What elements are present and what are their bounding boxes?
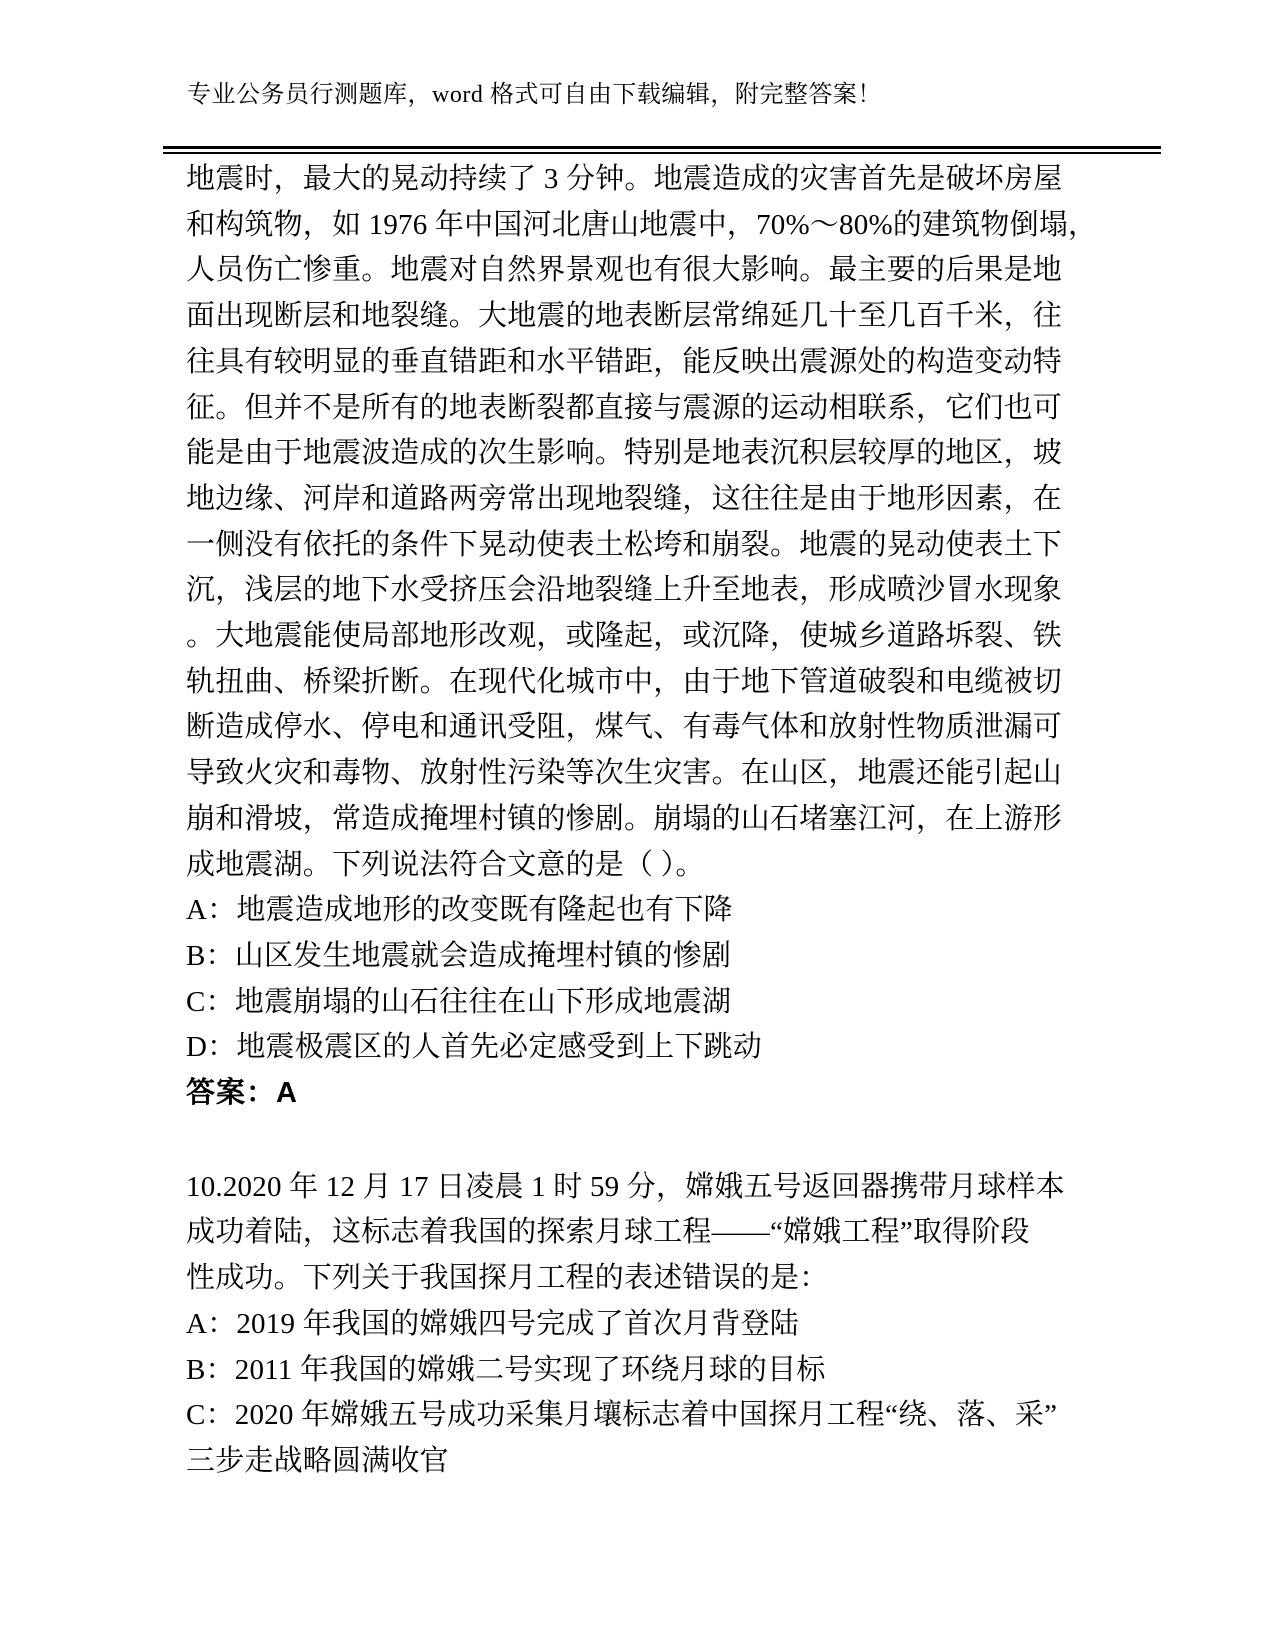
passage-line: 和构筑物，如 1976 年中国河北唐山地震中，70%～80%的建筑物倒塌， [186,208,1098,241]
passage-line: 成地震湖。下列说法符合文意的是（ ）。 [186,848,705,881]
passage-line: 一侧没有依托的条件下晃动使表土松垮和崩裂。地震的晃动使表土下 [186,528,1063,561]
option-line: C：地震崩塌的山石往往在山下形成地震湖 [186,985,732,1018]
document-body [186,157,1098,1485]
option-line: D：地震极震区的人首先必定感受到上下跳动 [186,1031,762,1064]
passage-line: 崩和滑坡，常造成掩埋村镇的惨剧。崩塌的山石堵塞江河，在上游形 [186,802,1063,835]
option-line: B：2011 年我国的嫦娥二号实现了环绕月球的目标 [186,1353,826,1386]
option-line: B：山区发生地震就会造成掩埋村镇的惨剧 [186,939,732,972]
passage-line: 断造成停水、停电和通讯受阻，煤气、有毒气体和放射性物质泄漏可 [186,711,1063,744]
stem-line: 性成功。下列关于我国探月工程的表述错误的是： [186,1262,829,1295]
option-line: 三步走战略圆满收官 [186,1444,449,1477]
question9-passage [186,157,1098,888]
question10-options [186,1302,1066,1485]
passage-line: 人员伤亡惨重。地震对自然界景观也有很大影响。最主要的后果是地 [186,254,1063,287]
question9-answer: 答案：A [186,1077,298,1110]
stem-line: 10.2020 年 12 月 17 日凌晨 1 时 59 分，嫦娥五号返回器携带月球样本 [186,1170,1065,1203]
question9-options [186,888,1066,1071]
question10 [186,1165,1066,1485]
passage-line: 沉，浅层的地下水受挤压会沿地裂缝上升至地表，形成喷沙冒水现象 [186,574,1063,607]
passage-line: 导致火灾和毒物、放射性污染等次生灾害。在山区，地震还能引起山 [186,757,1063,790]
passage-line: 征。但并不是所有的地表断裂都直接与震源的运动相联系，它们也可 [186,391,1063,424]
passage-line: 面出现断层和地裂缝。大地震的地表断层常绵延几十至几百千米，往 [186,300,1063,333]
option-line: C：2020 年嫦娥五号成功采集月壤标志着中国探月工程“绕、落、采” [186,1399,1058,1432]
header-disclaimer: 专业公务员行测题库，word 格式可自由下载编辑，附完整答案！ [187,82,882,108]
passage-line: 。大地震能使局部地形改观，或隆起，或沉降，使城乡道路坼裂、铁 [186,620,1063,653]
passage-line: 轨扭曲、桥梁折断。在现代化城市中，由于地下管道破裂和电缆被切 [186,665,1063,698]
option-line: A：地震造成地形的改变既有隆起也有下降 [186,894,733,927]
stem-line: 成功着陆，这标志着我国的探索月球工程——“嫦娥工程”取得阶段 [186,1216,1030,1249]
passage-line: 地边缘、河岸和道路两旁常出现地裂缝，这往往是由于地形因素，在 [186,482,1063,515]
header-divider [163,146,1161,154]
option-line: A：2019 年我国的嫦娥四号完成了首次月背登陆 [186,1307,799,1340]
question10-stem [186,1165,1066,1302]
passage-line: 地震时，最大的晃动持续了 3 分钟。地震造成的灾害首先是破坏房屋 [186,163,1063,195]
passage-line: 能是由于地震波造成的次生影响。特别是地表沉积层较厚的地区，坡 [186,437,1063,470]
passage-line: 往具有较明显的垂直错距和水平错距，能反映出震源处的构造变动特 [186,345,1063,378]
